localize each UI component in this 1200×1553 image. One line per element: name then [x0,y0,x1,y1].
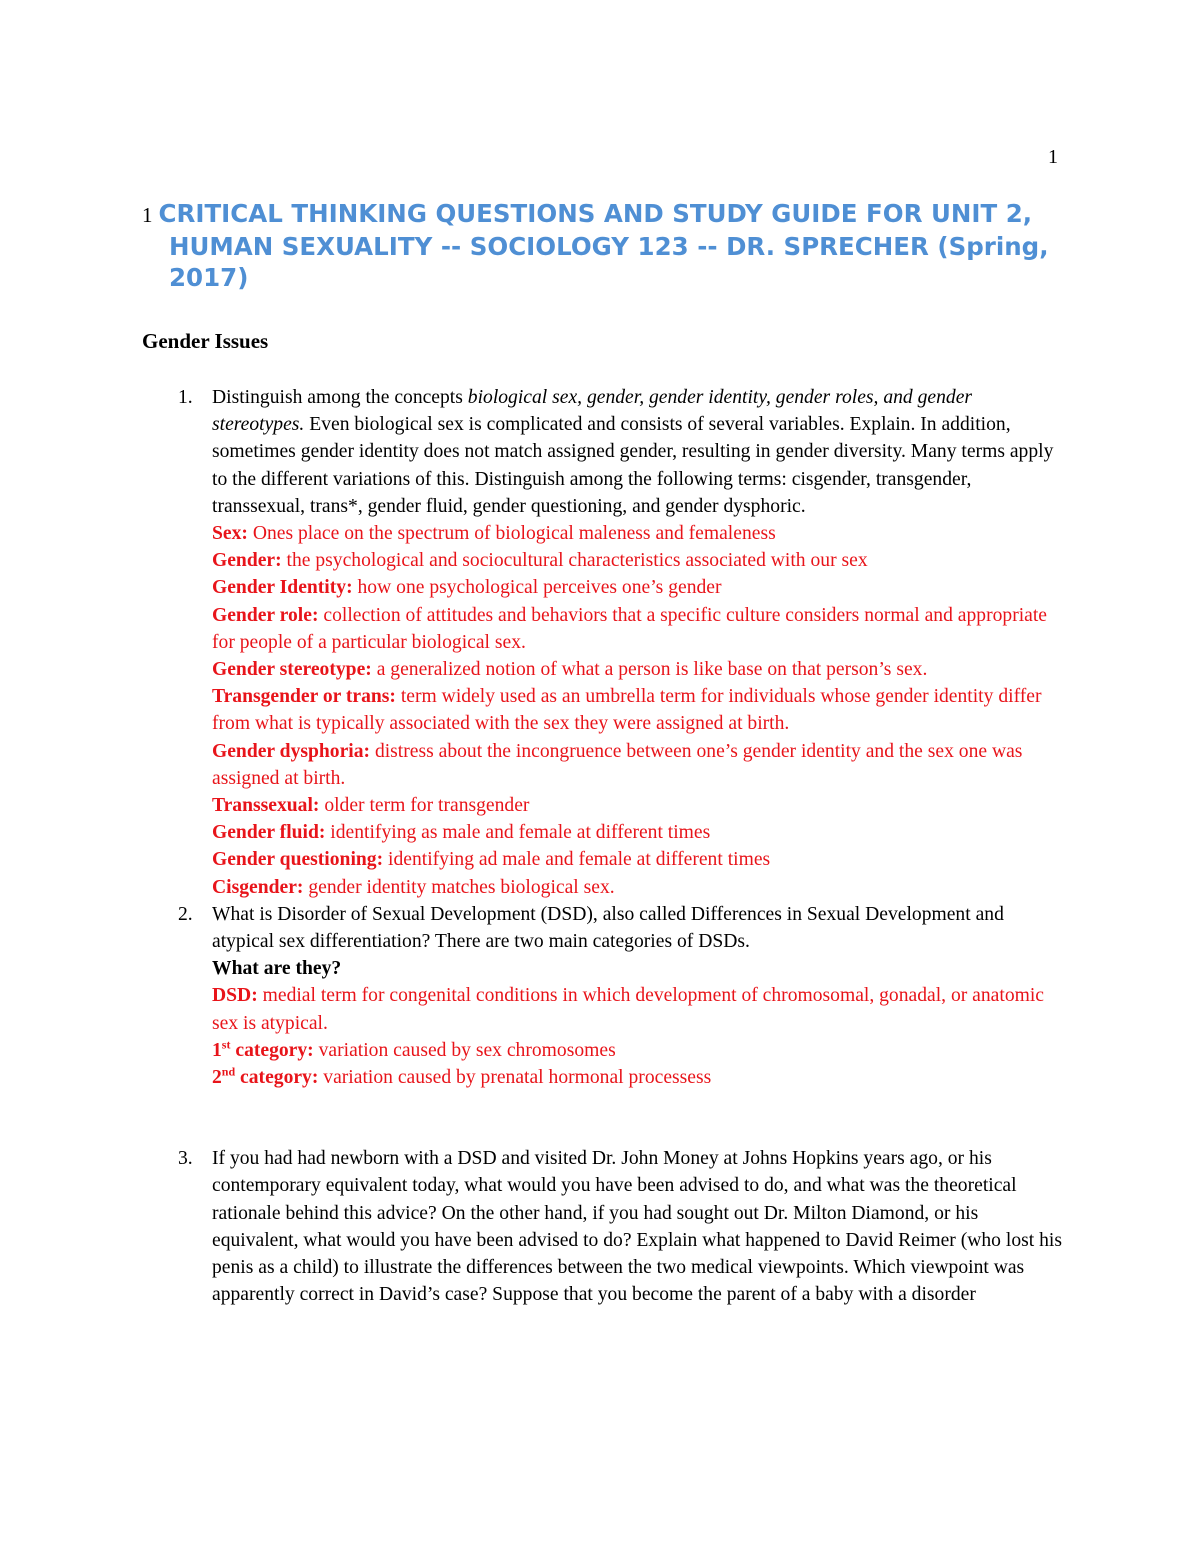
question-number: 1. [178,387,193,408]
answer-term: Transgender or trans: [212,686,396,708]
answer-definition: distress about the incongruence between one’s gender identity and the sex one was assigned at birth. [212,740,1023,789]
question-text [212,384,1067,520]
answer-line [212,1037,1067,1064]
answer-term: Transsexual: [212,795,320,817]
answer-line [212,547,1067,574]
answer-line [212,982,1067,1036]
section-title: Gender Issues [142,329,269,353]
answer-term: Gender questioning: [212,849,384,871]
question-number: 3. [178,1148,193,1170]
answer-definition: term widely used as an umbrella term for individuals whose gender identity differ from what is typically associated with the sex they were assigned at birth. [212,686,1042,735]
question-bold-text: What are they? [212,958,342,980]
answer-line [212,683,1067,737]
question-item [142,1145,1067,1308]
question-item [142,901,1067,1091]
question-text-italic: biological sex, gender, gender identity, gender roles, and gender stereotypes. [212,387,973,436]
answer-definition: medial term for congenital conditions in which development of chromosomal, gonadal, or anatomic sex is atypical. [212,985,1044,1034]
answer-line [212,792,1067,819]
answer-definition: how one psychological perceives one’s gender [352,577,722,599]
heading-number: 1 [142,203,153,227]
ordinal-number: 1 [212,1039,222,1061]
answer-definition: Ones place on the spectrum of biological maleness and femaleness [247,523,776,545]
answer-line [212,1064,1067,1091]
question-bold-prompt [212,955,1067,982]
answer-term [212,1064,319,1089]
answer-term: DSD: [212,985,258,1007]
answer-definition: collection of attitudes and behaviors that a specific culture considers normal and appropriate for people of a particular biological sex. [212,604,1048,653]
heading-line-1: CRITICAL THINKING QUESTIONS AND STUDY GUIDE FOR UNIT 2, [158,199,1033,228]
answer-definition: identifying as male and female at different times [325,822,711,844]
answer-definition: the psychological and sociocultural characteristics associated with our sex [281,550,868,572]
answer-line [212,874,1067,901]
category-label: category: [235,1067,319,1089]
answer-line [212,602,1067,656]
answer-term: Gender: [212,550,282,572]
question-list [142,384,1067,1309]
answer-term: Gender fluid: [212,822,326,844]
answer-term: Sex: [212,523,248,545]
answer-line [212,574,1067,601]
answer-definition: a generalized notion of what a person is like base on that person’s sex. [371,659,928,681]
question-text-part: Distinguish among the concepts [212,387,468,408]
answer-definition: variation caused by prenatal hormonal processess [318,1067,712,1089]
answer-term: Cisgender: [212,876,304,898]
answer-line [212,520,1067,547]
page-number: 1 [1048,146,1058,168]
answer-term: Gender dysphoria: [212,740,371,762]
document-heading [142,198,1072,293]
ordinal-suffix: st [221,1037,231,1052]
answer-line [212,656,1067,683]
answer-line [212,738,1067,792]
answer-definition: variation caused by sex chromosomes [313,1039,616,1061]
answer-definition: identifying ad male and female at different times [383,849,771,871]
question-text: If you had had newborn with a DSD and visited Dr. John Money at Johns Hopkins years ago, or his contemporary equivalent today, what would you have been advised to do, and what was the theoretical rationale behind this advice? On the other hand, if you had sought out Dr. Milton Diamond, or his equivalent, what would you have been advised to do? Explain what happened to David Reimer (who lost his penis as a child) to illustrate the differences between the two medical viewpoints. Which viewpoint was apparently correct in David’s case? Suppose that you become the parent of a baby with a disorder [212,1148,1062,1306]
answer-line [212,846,1067,873]
answer-term: Gender stereotype: [212,659,372,681]
question-number: 2. [178,903,193,925]
category-label: category: [230,1039,314,1061]
answer-definition: older term for transgender [319,795,530,817]
answer-term: Gender Identity: [212,577,353,599]
question-text: What is Disorder of Sexual Development (DSD), also called Differences in Sexual Development and atypical sex differentiation? There are two main categories of DSDs. [212,903,1004,953]
ordinal-suffix: nd [221,1064,236,1079]
ordinal-number: 2 [212,1067,222,1089]
question-text-part: Even biological sex is complicated and consists of several variables. Explain. In addition, sometimes gender identity does not match assigned gender, resulting in gender diversity. Many terms apply to the different variations of this. Distinguish among the following terms: cisgender, transgender, transsexual, trans*, gender fluid, gender questioning, and gender dysphoric. [212,414,1054,517]
answer-term [212,1037,314,1061]
heading-line-2: HUMAN SEXUALITY -- SOCIOLOGY 123 -- DR. SPRECHER (Spring, 2017) [169,232,1049,292]
question-item [142,384,1067,901]
answer-definition: gender identity matches biological sex. [303,876,615,898]
answer-term: Gender role: [212,604,319,626]
answer-line [212,819,1067,846]
